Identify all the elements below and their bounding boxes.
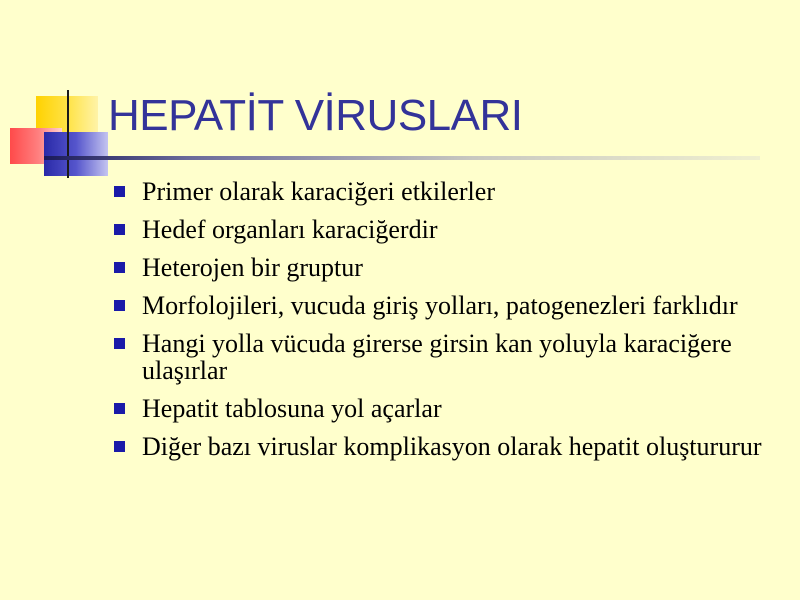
bullet-text: Hepatit tablosuna yol açarlar — [142, 394, 442, 423]
square-bullet-icon — [114, 186, 125, 197]
bullet-item — [112, 395, 772, 422]
bullet-item — [112, 330, 772, 384]
bullet-text: Morfolojileri, vucuda giriş yolları, patogenezleri farklıdır — [142, 291, 738, 320]
bullet-text: Primer olarak karaciğeri etkilerler — [142, 177, 495, 206]
bullet-item — [112, 216, 772, 243]
bullet-item — [112, 433, 772, 460]
square-bullet-icon — [114, 403, 125, 414]
bullet-text: Heterojen bir gruptur — [142, 253, 363, 282]
square-bullet-icon — [114, 262, 125, 273]
bullet-list — [112, 178, 772, 471]
decorative-vertical-line — [67, 90, 69, 178]
title-underline — [44, 156, 760, 160]
bullet-text: Diğer bazı viruslar komplikasyon olarak hepatit oluştururur — [142, 432, 762, 461]
bullet-text: Hangi yolla vücuda girerse girsin kan yoluyla karaciğere ulaşırlar — [142, 329, 732, 385]
square-bullet-icon — [114, 224, 125, 235]
decorative-blue-square — [44, 132, 108, 176]
bullet-item — [112, 178, 772, 205]
bullet-text: Hedef organları karaciğerdir — [142, 215, 438, 244]
square-bullet-icon — [114, 300, 125, 311]
bullet-item — [112, 292, 772, 319]
square-bullet-icon — [114, 338, 125, 349]
square-bullet-icon — [114, 441, 125, 452]
slide-title: HEPATİT VİRUSLARI — [108, 91, 523, 140]
bullet-item — [112, 254, 772, 281]
